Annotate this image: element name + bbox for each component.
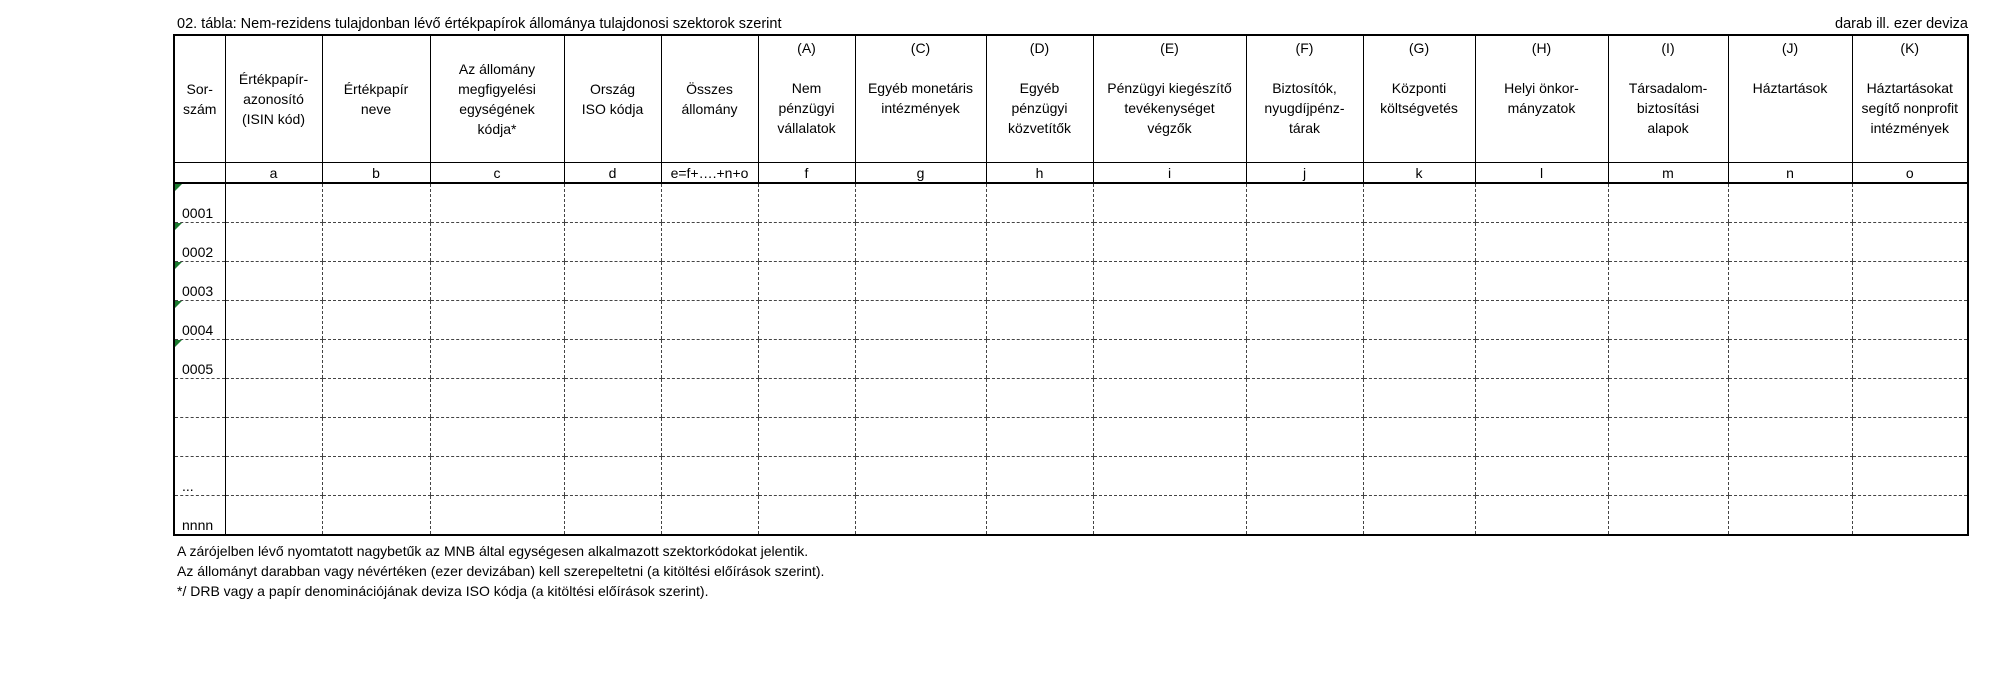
data-cell[interactable]	[1728, 262, 1852, 301]
data-cell[interactable]	[1475, 301, 1608, 340]
data-cell[interactable]	[1093, 496, 1246, 536]
data-cell[interactable]	[1852, 418, 1968, 457]
data-cell[interactable]	[564, 418, 661, 457]
data-cell[interactable]	[1475, 379, 1608, 418]
data-cell[interactable]	[1475, 418, 1608, 457]
column-header	[1728, 35, 1852, 163]
column-letter: m	[1608, 163, 1728, 184]
data-cell[interactable]	[1246, 340, 1363, 379]
column-header	[1246, 35, 1363, 163]
sector-code: (A)	[797, 40, 816, 56]
data-cell[interactable]	[1608, 379, 1728, 418]
data-cell[interactable]	[986, 418, 1093, 457]
data-cell[interactable]	[430, 223, 564, 262]
data-cell[interactable]	[986, 457, 1093, 496]
sector-code: (J)	[1781, 40, 1799, 56]
data-cell[interactable]	[855, 301, 986, 340]
data-cell[interactable]	[430, 418, 564, 457]
data-cell[interactable]	[1363, 457, 1475, 496]
data-cell[interactable]	[322, 340, 430, 379]
data-cell[interactable]	[1728, 340, 1852, 379]
data-cell[interactable]	[1608, 183, 1728, 223]
row-number-label: 0003	[182, 283, 214, 299]
data-cell[interactable]	[758, 262, 855, 301]
data-cell[interactable]	[855, 496, 986, 536]
column-label: Egyéb pénzügyi közvetítők	[1007, 80, 1072, 136]
data-cell[interactable]	[1608, 340, 1728, 379]
data-cell[interactable]	[225, 379, 322, 418]
sector-code: (H)	[1531, 40, 1552, 56]
data-cell[interactable]	[1363, 340, 1475, 379]
data-cell[interactable]	[322, 457, 430, 496]
data-cell[interactable]	[1363, 301, 1475, 340]
data-cell[interactable]	[758, 340, 855, 379]
column-letter: c	[430, 163, 564, 184]
data-cell[interactable]	[322, 418, 430, 457]
column-letter: o	[1852, 163, 1968, 184]
row-number	[174, 379, 225, 418]
data-cell[interactable]	[1246, 496, 1363, 536]
row-number-label: nnnn	[182, 517, 214, 533]
data-cell[interactable]	[225, 340, 322, 379]
data-cell[interactable]	[1608, 301, 1728, 340]
column-header	[1608, 35, 1728, 163]
data-cell[interactable]	[855, 457, 986, 496]
data-cell[interactable]	[986, 379, 1093, 418]
column-header	[430, 35, 564, 163]
column-label: Pénzügyi kiegészítő tevékenységet végzők	[1107, 80, 1232, 136]
column-letter: n	[1728, 163, 1852, 184]
data-cell[interactable]	[1608, 418, 1728, 457]
column-letter: a	[225, 163, 322, 184]
data-cell[interactable]	[564, 496, 661, 536]
data-cell[interactable]	[322, 223, 430, 262]
column-header	[1852, 35, 1968, 163]
column-label: Egyéb monetáris intézmények	[867, 80, 974, 116]
column-label: Biztosítók, nyugdíjpénz- tárak	[1264, 80, 1345, 136]
column-label: Az állomány megfigyelési egységének kódja*	[458, 61, 536, 137]
data-cell[interactable]	[986, 301, 1093, 340]
column-letter: l	[1475, 163, 1608, 184]
data-cell[interactable]	[1093, 418, 1246, 457]
data-cell[interactable]	[1852, 340, 1968, 379]
comment-marker-icon	[175, 340, 182, 347]
data-cell[interactable]	[430, 183, 564, 223]
data-cell[interactable]	[661, 418, 758, 457]
data-cell[interactable]	[1363, 496, 1475, 536]
data-cell[interactable]	[661, 183, 758, 223]
data-cell[interactable]	[1852, 379, 1968, 418]
data-cell[interactable]	[1728, 301, 1852, 340]
data-cell[interactable]	[1608, 457, 1728, 496]
data-cell[interactable]	[564, 379, 661, 418]
data-cell[interactable]	[564, 183, 661, 223]
table-row	[174, 418, 1968, 457]
column-label: Értékpapír neve	[343, 81, 409, 117]
column-letter: k	[1363, 163, 1475, 184]
data-cell[interactable]	[1363, 379, 1475, 418]
data-cell[interactable]	[322, 183, 430, 223]
column-header	[1363, 35, 1475, 163]
data-cell[interactable]	[1363, 183, 1475, 223]
data-cell[interactable]	[430, 496, 564, 536]
data-cell[interactable]	[322, 301, 430, 340]
row-number	[174, 340, 225, 379]
data-cell[interactable]	[1852, 262, 1968, 301]
comment-marker-icon	[175, 184, 182, 191]
data-cell[interactable]	[661, 496, 758, 536]
data-cell[interactable]	[1728, 223, 1852, 262]
data-cell[interactable]	[1852, 301, 1968, 340]
row-number-label: ...	[182, 478, 194, 494]
row-number	[174, 262, 225, 301]
data-cell[interactable]	[1728, 496, 1852, 536]
data-cell[interactable]	[1093, 340, 1246, 379]
data-cell[interactable]	[661, 262, 758, 301]
data-cell[interactable]	[1093, 379, 1246, 418]
data-cell[interactable]	[430, 262, 564, 301]
data-cell[interactable]	[855, 340, 986, 379]
data-cell[interactable]	[855, 183, 986, 223]
data-cell[interactable]	[225, 457, 322, 496]
data-cell[interactable]	[1475, 457, 1608, 496]
data-cell[interactable]	[986, 340, 1093, 379]
data-cell[interactable]	[758, 301, 855, 340]
row-number	[174, 223, 225, 262]
row-number-label: 0005	[182, 361, 214, 377]
data-cell[interactable]	[661, 340, 758, 379]
data-cell[interactable]	[225, 418, 322, 457]
data-cell[interactable]	[1093, 262, 1246, 301]
data-cell[interactable]	[1852, 457, 1968, 496]
sector-code: (C)	[910, 40, 931, 56]
sector-code: (G)	[1408, 40, 1430, 56]
column-header	[322, 35, 430, 163]
data-cell[interactable]	[758, 418, 855, 457]
data-cell[interactable]	[1852, 496, 1968, 536]
comment-marker-icon	[175, 301, 182, 308]
data-cell[interactable]	[1728, 418, 1852, 457]
data-cell[interactable]	[661, 301, 758, 340]
data-cell[interactable]	[661, 379, 758, 418]
data-cell[interactable]	[661, 223, 758, 262]
data-cell[interactable]	[1475, 183, 1608, 223]
data-cell[interactable]	[430, 379, 564, 418]
data-cell[interactable]	[855, 418, 986, 457]
data-cell[interactable]	[1475, 223, 1608, 262]
column-label: Helyi önkor- mányzatok	[1504, 80, 1579, 116]
row-number	[174, 301, 225, 340]
column-header	[758, 35, 855, 163]
row-number-label: 0004	[182, 322, 214, 338]
data-cell[interactable]	[1246, 301, 1363, 340]
data-cell[interactable]	[1246, 418, 1363, 457]
data-cell[interactable]	[758, 223, 855, 262]
header-row	[174, 35, 1968, 163]
data-cell[interactable]	[225, 496, 322, 536]
column-label: Háztartásokat segítő nonprofit intézmények	[1861, 80, 1958, 136]
table-row	[174, 183, 1968, 223]
column-label: Társadalom- biztosítási alapok	[1628, 80, 1708, 136]
data-cell[interactable]	[855, 379, 986, 418]
column-letter: b	[322, 163, 430, 184]
data-cell[interactable]	[1728, 183, 1852, 223]
sector-code: (I)	[1661, 40, 1675, 56]
column-label: Összes állomány	[681, 81, 738, 117]
data-cell[interactable]	[986, 223, 1093, 262]
footnote: */ DRB vagy a papír denominációjának deviza ISO kódja (a kitöltési előírások szerint).	[177, 583, 709, 599]
column-header	[1093, 35, 1246, 163]
data-cell[interactable]	[1093, 223, 1246, 262]
data-cell[interactable]	[1475, 340, 1608, 379]
data-cell[interactable]	[322, 496, 430, 536]
data-cell[interactable]	[1475, 262, 1608, 301]
data-cell[interactable]	[564, 457, 661, 496]
data-cell[interactable]	[758, 183, 855, 223]
row-number	[174, 418, 225, 457]
data-cell[interactable]	[1246, 262, 1363, 301]
data-cell[interactable]	[1363, 418, 1475, 457]
column-header	[855, 35, 986, 163]
row-number-label: 0001	[182, 205, 214, 221]
data-cell[interactable]	[225, 183, 322, 223]
data-cell[interactable]	[225, 301, 322, 340]
comment-marker-icon	[175, 262, 182, 269]
data-cell[interactable]	[1608, 496, 1728, 536]
column-header	[1475, 35, 1608, 163]
table-row	[174, 223, 1968, 262]
data-cell[interactable]	[1608, 223, 1728, 262]
data-cell[interactable]	[225, 223, 322, 262]
column-label: Háztartások	[1752, 80, 1828, 96]
sector-code: (E)	[1160, 40, 1179, 56]
row-number	[174, 183, 225, 223]
data-cell[interactable]	[430, 301, 564, 340]
data-cell[interactable]	[564, 301, 661, 340]
table-row	[174, 301, 1968, 340]
data-cell[interactable]	[1246, 223, 1363, 262]
row-number	[174, 457, 225, 496]
data-cell[interactable]	[225, 262, 322, 301]
table-row	[174, 496, 1968, 536]
data-cell[interactable]	[1608, 262, 1728, 301]
data-cell[interactable]	[322, 262, 430, 301]
column-header	[174, 35, 225, 163]
column-header	[661, 35, 758, 163]
data-cell[interactable]	[986, 496, 1093, 536]
data-cell[interactable]	[1475, 496, 1608, 536]
data-cell[interactable]	[564, 340, 661, 379]
sector-code: (D)	[1029, 40, 1050, 56]
data-cell[interactable]	[855, 223, 986, 262]
sector-code: (F)	[1295, 40, 1314, 56]
data-cell[interactable]	[1728, 457, 1852, 496]
column-label: Ország ISO kódja	[581, 81, 644, 117]
data-cell[interactable]	[986, 183, 1093, 223]
row-number-label: 0002	[182, 244, 214, 260]
footnote: Az állományt darabban vagy névértéken (ezer devizában) kell szerepeltetni (a kitöltési előírások szerint).	[177, 563, 825, 579]
data-cell[interactable]	[1246, 379, 1363, 418]
table-row	[174, 457, 1968, 496]
table-title: 02. tábla: Nem-rezidens tulajdonban lévő értékpapírok állománya tulajdonosi szektorok szerint	[177, 16, 782, 32]
column-label: Sor- szám	[183, 81, 217, 117]
data-cell[interactable]	[1363, 262, 1475, 301]
column-letter	[174, 163, 225, 184]
table-row	[174, 262, 1968, 301]
data-cell[interactable]	[564, 223, 661, 262]
table-row	[174, 379, 1968, 418]
column-header	[564, 35, 661, 163]
data-cell[interactable]	[1852, 223, 1968, 262]
column-label: Értékpapír- azonosító (ISIN kód)	[238, 71, 309, 127]
sector-table	[173, 34, 1969, 536]
data-cell[interactable]	[1093, 301, 1246, 340]
column-letter-row	[174, 163, 1968, 184]
sector-code: (K)	[1900, 40, 1920, 56]
column-letter: f	[758, 163, 855, 184]
data-cell[interactable]	[758, 379, 855, 418]
data-cell[interactable]	[758, 496, 855, 536]
footnote: A zárójelben lévő nyomtatott nagybetűk az MNB által egységesen alkalmazott szektorkódokat jelentik.	[177, 543, 809, 559]
column-header	[986, 35, 1093, 163]
row-number	[174, 496, 225, 536]
footnotes	[177, 541, 824, 601]
data-cell[interactable]	[1363, 223, 1475, 262]
column-label: Központi költségvetés	[1380, 80, 1458, 116]
data-cell[interactable]	[430, 457, 564, 496]
data-cell[interactable]	[1246, 457, 1363, 496]
data-cell[interactable]	[1852, 183, 1968, 223]
column-label: Nem pénzügyi vállalatok	[777, 80, 836, 136]
column-letter: h	[986, 163, 1093, 184]
data-cell[interactable]	[855, 262, 986, 301]
comment-marker-icon	[175, 223, 182, 230]
column-letter: d	[564, 163, 661, 184]
table-row	[174, 340, 1968, 379]
column-letter: g	[855, 163, 986, 184]
data-cell[interactable]	[758, 457, 855, 496]
data-cell[interactable]	[661, 457, 758, 496]
data-cell[interactable]	[564, 262, 661, 301]
column-letter: j	[1246, 163, 1363, 184]
data-cell[interactable]	[1728, 379, 1852, 418]
data-cell[interactable]	[986, 262, 1093, 301]
data-cell[interactable]	[1246, 183, 1363, 223]
data-cell[interactable]	[1093, 457, 1246, 496]
column-letter: e=f+….+n+o	[661, 163, 758, 184]
data-cell[interactable]	[1093, 183, 1246, 223]
data-cell[interactable]	[430, 340, 564, 379]
data-cell[interactable]	[322, 379, 430, 418]
column-header	[225, 35, 322, 163]
column-letter: i	[1093, 163, 1246, 184]
unit-label: darab ill. ezer deviza	[1835, 16, 1968, 32]
